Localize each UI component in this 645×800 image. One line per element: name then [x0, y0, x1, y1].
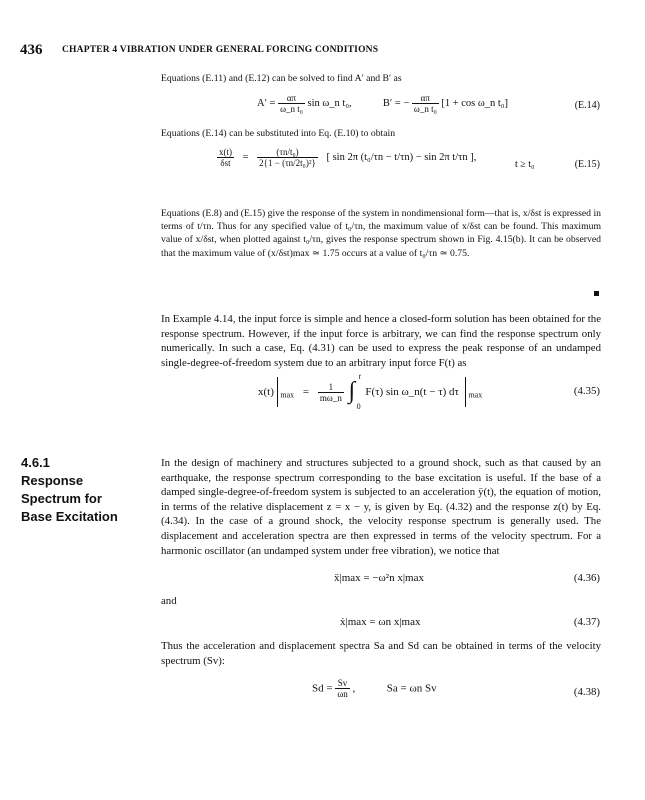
eq-e14-b-tail: [1 + cos ω_n t₀]: [441, 97, 508, 109]
equation-4-37: ẋ|max = ωn x|max: [340, 616, 421, 628]
eq-number-e15: (E.15): [574, 159, 600, 170]
eq-e15-coef-num: (τn/t₀): [257, 147, 318, 158]
eq438-sd-lhs: Sd =: [312, 682, 333, 695]
eq435-sub-max: max: [280, 390, 295, 400]
eq-number-4-35: (4.35): [573, 385, 600, 397]
eq435-sub-max-2: max: [468, 390, 483, 400]
example-paragraph: Equations (E.8) and (E.15) give the response of the system in nondimensional form—that is, x/δst is expressed in terms of t/τn. Thus for any specified value of t₀/τn, the maximum value of x/δst can be found. This maximum value of x/δst, when plotted against t₀/τn, gives the response spectrum shown in Fig. 4.15(b). It can be observed that the maximum value of (x/δst)max ≃ 1.75 occurs at a value of t₀/τn ≃ 0.75.: [161, 208, 601, 259]
eq435-den: mω_n: [319, 392, 342, 403]
section-title: [21, 472, 118, 526]
eq-e14-a-den: ω_n t₀: [280, 104, 303, 114]
page-number: 436: [20, 42, 43, 58]
eq438-den: ωn: [337, 689, 348, 699]
eq-e14-frac-b: [412, 93, 439, 114]
eq435-lower-limit: 0: [356, 402, 361, 411]
eq-e15-coef-den: 2{1 − (τn/2t₀)²}: [259, 158, 316, 168]
eq435-integrand: F(τ) sin ω_n(t − τ) dτ: [365, 386, 459, 398]
eq-e15-coef: [257, 147, 318, 168]
eq-e14-b-num: απ: [412, 93, 439, 104]
body-paragraph-1: In Example 4.14, the input force is simple and hence a closed-form solution has been obtained for the response spectrum. However, if the input force is arbitrary, we can find the response spectrum only numerically. In such a case, Eq. (4.31) can be used to express the peak response of an undamped single-degree-of-freedom system due to an arbitrary input force F(t) as: [161, 313, 601, 369]
eq435-bar-1: [277, 377, 278, 407]
equation-e15: $\frac{x(t)}{\text{δst}}$ = $\frac{\text{(τn/t₀)}}{\text{2\{1 − (τn/2t₀)²\}}}$ [ sin 2π (t₀/τn − t/τn) − sin 2π t/τn ],: [219, 147, 477, 168]
section-number: 4.6.1: [21, 455, 50, 470]
eq-e15-bracket: [ sin 2π (t₀/τn − t/τn) − sin 2π t/τn ],: [326, 151, 477, 163]
equation-e14: [257, 93, 508, 114]
eq435-integral-sign: ∫: [348, 378, 356, 404]
eq-e14-a-num: απ: [278, 93, 305, 104]
eq-e14-b-den: ω_n t₀: [413, 104, 437, 114]
section-title-line-2: Spectrum for: [21, 491, 102, 506]
end-of-example-marker: [594, 291, 599, 296]
eq435-equals: =: [302, 386, 310, 398]
eq438-num: Sv: [335, 678, 349, 689]
body-paragraph-3: Thus the acceleration and displacement spectra Sa and Sd can be obtained in terms of the velocity spectrum (Sv):: [161, 640, 601, 667]
section-title-line-3: Base Excitation: [21, 509, 118, 524]
eq-number-4-37: (4.37): [573, 616, 600, 628]
section-title-line-1: Response: [21, 473, 84, 488]
eq-number-4-38: (4.38): [573, 686, 600, 698]
equation-4-36: ẍ|max = −ω²n x|max: [334, 572, 424, 584]
eq-e14-frac-a: [278, 93, 305, 114]
eq438-sa: Sa = ωn Sv: [386, 682, 437, 695]
eq435-num: 1: [318, 382, 344, 393]
eq435-integral: [347, 372, 363, 411]
eq435-bar-2: [465, 377, 466, 407]
eq435-lhs: x(t): [258, 386, 274, 398]
eq-e15-lhs-den: δst: [220, 158, 231, 168]
eq438-comma: ,: [352, 682, 356, 695]
eq-e15-lhs: [217, 147, 234, 168]
eq-e14-lhs-a: A′ =: [257, 97, 276, 109]
eq-e15-condition: t ≥ t₀: [515, 159, 535, 170]
equation-4-38: [312, 678, 437, 699]
eq-number-e14: (E.14): [574, 100, 600, 111]
eq-e15-lhs-num: x(t): [219, 147, 232, 157]
and-word: and: [161, 595, 177, 607]
eq435-frac: [318, 382, 344, 403]
body-paragraph-2: In the design of machinery and structures subjected to a ground shock, such as that caused by an earthquake, the response spectrum corresponding to the base excitation is useful. If the base of a damped single-degree-of-freedom system is subjected to an acceleration ÿ(t), the equation of motion, in terms of the relative displacement z = x − y, is given by Eq. (4.32) and the response z(t) by Eq. (4.34). In the case of a ground shock, the velocity response spectrum is generally used. The displacement and acceleration spectra are then expressed in terms of the velocity spectrum. For a harmonic oscillator (an undamped system under free vibration), we notice that: [161, 457, 601, 557]
eq435-upper-limit: t: [358, 372, 361, 381]
example-intro-e15: Equations (E.14) can be substituted into Eq. (E.10) to obtain: [161, 128, 396, 139]
eq-e14-lhs-b: B′ = −: [382, 97, 410, 109]
eq438-frac: [335, 678, 349, 699]
eq-e14-a-tail: sin ω_n t₀,: [307, 97, 352, 109]
equation-4-35: [258, 372, 483, 411]
running-head: CHAPTER 4 VIBRATION UNDER GENERAL FORCING CONDITIONS: [62, 45, 379, 55]
example-intro-e14: Equations (E.11) and (E.12) can be solved to find A′ and B′ as: [161, 73, 402, 84]
eq-number-4-36: (4.36): [573, 572, 600, 584]
